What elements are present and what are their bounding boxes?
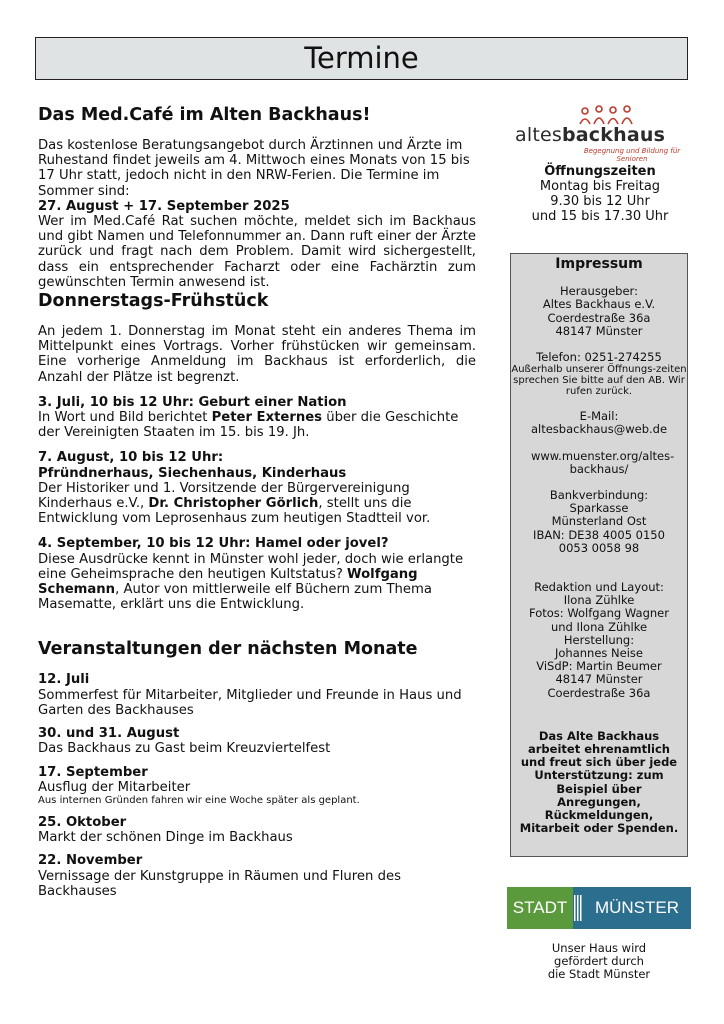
- impressum-herausgeber: [511, 285, 687, 338]
- bank-line: Bankverbindung:: [549, 488, 649, 503]
- impressum-bank: [511, 489, 687, 555]
- medcafe-heading: Das Med.Café im Alten Backhaus!: [38, 105, 371, 125]
- logo-word-b: backhaus: [561, 124, 666, 146]
- list-item: [38, 765, 476, 807]
- event-1-text-b: über die Geschichte der Vereinigten Staaten im 15. bis 19. Jh.: [38, 410, 459, 441]
- redaktion-line: und Ilona Zühlke: [550, 619, 648, 634]
- redaktion-line: Herstellung:: [563, 632, 635, 647]
- opening-hours-line-3: und 15 bis 17.30 Uhr: [531, 209, 669, 224]
- medcafe-body: Wer im Med.Café Rat suchen möchte, meldet sich im Backhaus und gibt Namen und Telefonnummer an. Dann ruft einer der Ärzte zurück und fragt nach dem Problem. Damit wird sichergestellt, dass ein entsprechender Facharzt oder eine Fachärztin zum gewünschten Termin anwesend ist.: [38, 214, 476, 290]
- list-item: [38, 672, 476, 718]
- funding-line: die Stadt Münster: [547, 967, 651, 981]
- item-date: 25. Oktober: [38, 814, 127, 830]
- fruehstueck-intro: An jedem 1. Donnerstag im Monat steht ein anderes Thema im Mittelpunkt eines Vortrags. Vorher frühstücken wir gemeinsam. Eine vorherige Anmeldung im Backhaus ist erforderlich, die Anzahl der Plätze ist begrenzt.: [38, 324, 476, 385]
- item-note: Aus internen Gründen fahren wir eine Woche später als geplant.: [38, 794, 360, 806]
- page-banner: [35, 37, 688, 80]
- logo-tagline: Begegnung und Bildung für Senioren: [583, 147, 681, 163]
- veranstaltungen-heading: Veranstaltungen der nächsten Monate: [38, 639, 418, 660]
- banner-title: Termine: [304, 41, 419, 75]
- opening-hours: [505, 164, 695, 224]
- event-3-title: 4. September, 10 bis 12 Uhr: Hamel oder jovel?: [38, 536, 389, 552]
- redaktion-line: Coerdestraße 36a: [547, 685, 651, 700]
- event-1-title: 3. Juli, 10 bis 12 Uhr: Geburt einer Nation: [38, 394, 347, 410]
- email-address: altesbackhaus@web.de: [530, 422, 668, 437]
- list-item: [38, 726, 476, 756]
- medcafe-dates: 27. August + 17. September 2025: [38, 198, 290, 214]
- herausgeber-line: Altes Backhaus e.V.: [542, 297, 656, 312]
- redaktion-line: Ilona Zühlke: [563, 593, 635, 608]
- impressum-title: Impressum: [555, 256, 643, 272]
- opening-hours-line-1: Montag bis Freitag: [539, 179, 661, 194]
- item-text: Vernissage der Kunstgruppe in Räumen und Fluren des Backhauses: [38, 868, 401, 899]
- item-text: Sommerfest für Mitarbeiter, Mitglieder und Freunde in Haus und Garten des Backhauses: [38, 687, 462, 718]
- event-3-text-b: , Autor von mittlerweile elf Büchern zum Thema Masematte, erklärt uns die Entwicklung.: [38, 582, 432, 613]
- item-date: 12. Juli: [38, 672, 90, 688]
- list-item: [38, 853, 476, 899]
- telefon-note: Außerhalb unserer Öffnungs-zeiten sprechen Sie bitte auf den AB. Wir rufen zurück.: [511, 364, 687, 398]
- herausgeber-line: 48147 Münster: [555, 323, 643, 338]
- redaktion-line: Johannes Neise: [554, 646, 643, 661]
- sidebar: [505, 104, 695, 224]
- fruehstueck-heading: Donnerstags-Frühstück: [38, 291, 269, 312]
- email-label: E-Mail:: [579, 409, 619, 424]
- event-2-title-2: Pfründnerhaus, Siechenhaus, Kinderhaus: [38, 465, 347, 481]
- veranstaltungen-list: [38, 672, 476, 898]
- bank-line: IBAN: DE38 4005 0150: [533, 527, 665, 542]
- event-2-speaker: Dr. Christopher Görlich: [148, 496, 319, 512]
- funding-line: Unser Haus wird: [551, 941, 647, 955]
- herausgeber-line: Coerdestraße 36a: [547, 310, 651, 325]
- item-date: 17. September: [38, 764, 148, 780]
- impressum-telefon: [511, 351, 687, 397]
- event-2-title-1: 7. August, 10 bis 12 Uhr:: [38, 450, 224, 466]
- people-icon: [575, 104, 645, 126]
- medcafe-intro: Das kostenlose Beratungsangebot durch Ärztinnen und Ärzte im Ruhestand findet jeweils am 4. Mittwoch eines Monats von 15 bis 17 Uhr statt, jedoch nicht in den NRW-Ferien. Die Termine im Sommer sind:: [38, 138, 470, 199]
- event-1-speaker: Peter Externes: [211, 410, 323, 426]
- redaktion-line: Redaktion und Layout:: [534, 580, 664, 595]
- stadt-muenster-logo: [507, 887, 691, 929]
- bank-line: Sparkasse: [569, 501, 629, 516]
- bank-line: 0053 0058 98: [558, 540, 640, 555]
- event-2-text-b: , stellt uns die Entwicklung vom Leprosenhaus zum heutigen Stadtteil vor.: [38, 496, 431, 527]
- main-column: [38, 104, 476, 899]
- funding-note: [507, 942, 691, 981]
- impressum-closing: Das Alte Backhaus arbeitet ehrenamtlich und freut sich über jede Unterstützung: zum Beispiel über Anregungen, Rückmeldungen, Mitarbeit oder Spenden.: [519, 728, 679, 836]
- opening-hours-title: Öffnungszeiten: [544, 164, 656, 179]
- item-date: 22. November: [38, 853, 143, 869]
- impressum-email: [511, 410, 687, 436]
- redaktion-line: 48147 Münster: [555, 672, 643, 687]
- redaktion-line: Fotos: Wolfgang Wagner: [529, 606, 669, 621]
- logo-word-a: altes: [515, 124, 562, 146]
- impressum-web: www.muenster.org/altes-backhaus/: [531, 448, 675, 476]
- impressum-box: [510, 253, 688, 857]
- item-text: Das Backhaus zu Gast beim Kreuzviertelfest: [38, 741, 331, 757]
- opening-hours-line-2: 9.30 bis 12 Uhr: [550, 194, 650, 209]
- city-columns-icon: [573, 887, 583, 929]
- item-text: Ausflug der Mitarbeiter: [38, 779, 191, 795]
- event-2: [38, 450, 476, 526]
- item-date: 30. und 31. August: [38, 726, 180, 742]
- event-2-text-a: Der Historiker und 1. Vorsitzende der Bürgervereinigung Kinderhaus e.V.,: [38, 480, 410, 512]
- herausgeber-line: Herausgeber:: [560, 284, 638, 299]
- event-3: [38, 536, 476, 612]
- stadt-logo-right: MÜNSTER: [583, 887, 691, 929]
- event-3-text-a: Diese Ausdrücke kennt in Münster wohl jeder, doch wie erlangte eine Geheimsprache den heutigen Kultstatus?: [38, 551, 464, 582]
- event-3-speaker: Wolfgang Schemann: [38, 566, 418, 598]
- telefon-line: Telefon: 0251-274255: [536, 350, 662, 365]
- event-1: [38, 395, 476, 441]
- stadt-logo-left: STADT: [507, 887, 573, 929]
- bank-line: Münsterland Ost: [551, 514, 647, 529]
- item-text: Markt der schönen Dinge im Backhaus: [38, 830, 293, 846]
- logo-wordmark: [515, 124, 665, 146]
- funding-line: gefördert durch: [554, 954, 644, 968]
- impressum-redaktion: [511, 581, 687, 700]
- event-1-text-a: In Wort und Bild berichtet: [38, 410, 212, 426]
- list-item: [38, 815, 476, 845]
- backhaus-logo: [505, 104, 695, 163]
- redaktion-line: ViSdP: Martin Beumer: [536, 659, 662, 674]
